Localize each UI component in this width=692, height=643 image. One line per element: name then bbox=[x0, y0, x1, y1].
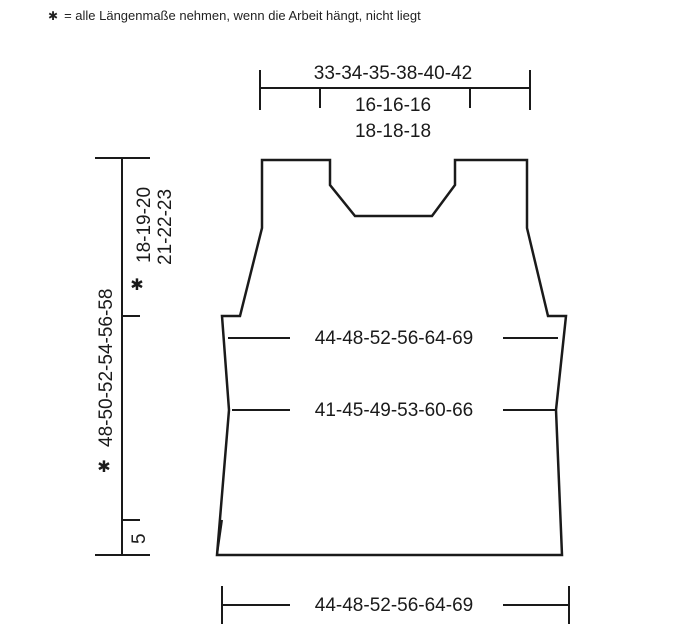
total-length-label: 48-50-52-54-56-58 bbox=[96, 288, 117, 447]
waist-width-label: 41-45-49-53-60-66 bbox=[314, 400, 474, 421]
note-text: = alle Längenmaße nehmen, wenn die Arbeit hängt, nicht liegt bbox=[64, 8, 421, 23]
chest-width-label: 44-48-52-56-64-69 bbox=[314, 328, 474, 349]
garment-outline bbox=[217, 160, 566, 555]
edge-height-label: 5 bbox=[129, 533, 150, 544]
top-width-label: 33-34-35-38-40-42 bbox=[313, 63, 473, 84]
armhole-star-icon: ✱ bbox=[130, 275, 144, 294]
length-star-icon: ✱ bbox=[97, 457, 111, 476]
star-symbol-icon: ✱ bbox=[48, 9, 59, 23]
armhole-height-label-b: 21-22-23 bbox=[155, 188, 176, 265]
shoulder-width-label: 18-18-18 bbox=[354, 121, 432, 142]
armhole-height-label-a: 18-19-20 bbox=[134, 186, 155, 263]
neck-width-label: 16-16-16 bbox=[354, 95, 432, 116]
bottom-width-label: 44-48-52-56-64-69 bbox=[314, 595, 474, 616]
